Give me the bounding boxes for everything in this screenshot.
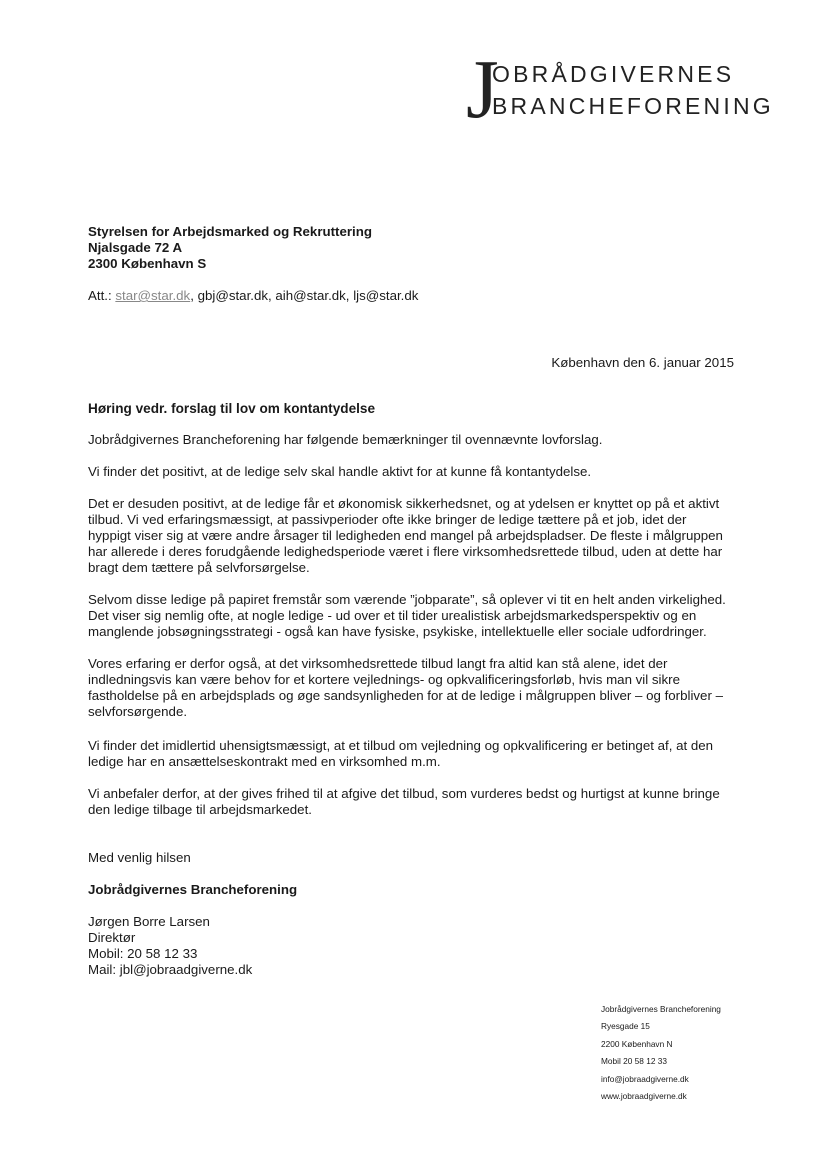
att-line xyxy=(88,288,418,304)
att-email-link[interactable]: star@star.dk xyxy=(115,288,191,303)
paragraph-3 xyxy=(88,496,738,576)
paragraph-4-line: manglende jobsøgningsstrategi - også kan have fysiske, psykiske, intellektuelle eller sociale udfordringer. xyxy=(88,624,707,639)
footer-organization: Jobrådgivernes Brancheforening xyxy=(601,1004,721,1014)
signer-mail: Mail: jbl@jobraadgiverne.dk xyxy=(88,962,253,977)
recipient-street: Njalsgade 72 A xyxy=(88,240,183,255)
paragraph-7-line: Vi anbefaler derfor, at der gives frihed til at afgive det tilbud, som vurderes bedst og hurtigst at kunne bringe xyxy=(88,786,720,801)
closing-greeting: Med venlig hilsen xyxy=(88,850,191,865)
footer-phone: Mobil 20 58 12 33 xyxy=(601,1056,667,1067)
paragraph-3-line: bragt dem tættere på selvforsørgelse. xyxy=(88,560,310,575)
footer-email: info@jobraadgiverne.dk xyxy=(601,1073,689,1084)
footer-address: Ryesgade 15 xyxy=(601,1021,650,1032)
paragraph-3-line: Det er desuden positivt, at de ledige får et økonomisk sikkerhedsnet, og at ydelsen er knyttet op på et aktivt xyxy=(88,496,720,511)
paragraph-4-line: Selvom disse ledige på papiret fremstår som værende ”jobparate”, så oplever vi tit en helt anden virkelighed. xyxy=(88,592,726,607)
organization-signature: Jobrådgivernes Brancheforening xyxy=(88,882,298,897)
letter-date: København den 6. januar 2015 xyxy=(551,355,734,370)
footer-postal-city: 2200 København N xyxy=(601,1038,673,1049)
recipient-city: 2300 København S xyxy=(88,256,207,271)
paragraph-5-line: indledningsvis kan være behov for et kortere vejlednings- og opkvalificeringsforløb, hvis man vil sikre xyxy=(88,672,680,687)
paragraph-5 xyxy=(88,656,738,720)
att-label: Att.: xyxy=(88,288,112,303)
signer-mobile: Mobil: 20 58 12 33 xyxy=(88,946,198,961)
paragraph-6 xyxy=(88,738,738,770)
paragraph-2: Vi finder det positivt, at de ledige selv skal handle aktivt for at kunne få kontantydelse. xyxy=(88,464,592,479)
signer-name: Jørgen Borre Larsen xyxy=(88,914,210,929)
recipient-name: Styrelsen for Arbejdsmarked og Rekruttering xyxy=(88,224,372,239)
paragraph-6-line: Vi finder det imidlertid uhensigtsmæssigt, at et tilbud om vejledning og opkvalificering er betinget af, at den xyxy=(88,738,714,753)
paragraph-5-line: Vores erfaring er derfor også, at det virksomhedsrettede tilbud langt fra altid kan stå alene, idet der xyxy=(88,656,668,671)
logo-initial: J xyxy=(466,43,499,136)
att-other-emails: , gbj@star.dk, aih@star.dk, ljs@star.dk xyxy=(190,288,419,303)
footer-contact-block xyxy=(601,1001,721,1105)
paragraph-3-line: tilbud. Vi ved erfaringsmæssigt, at passivperioder ofte ikke bringer de ledige tættere på et job, idet der xyxy=(88,512,687,527)
paragraph-4-line: Det viser sig nemlig ofte, at nogle ledige - ud over et til tider urealistisk arbejdsmarkedsperspektiv og en xyxy=(88,608,697,623)
letter-subject: Høring vedr. forslag til lov om kontantydelse xyxy=(88,401,376,416)
paragraph-6-line: ledige har en ansættelseskontrakt med en virksomhed m.m. xyxy=(88,754,441,769)
signer-title: Direktør xyxy=(88,930,136,945)
paragraph-4 xyxy=(88,592,738,640)
paragraph-3-line: hyppigt viser sig at være andre årsager til ledigheden end mangel på arbejdspladser. De fleste i målgruppen xyxy=(88,528,723,543)
paragraph-3-line: har allerede i deres forudgående ledighedsperiode været i flere virksomhedsrettede tilbud, uden at dette har xyxy=(88,544,723,559)
footer-website: www.jobraadgiverne.dk xyxy=(601,1091,687,1102)
paragraph-1: Jobrådgivernes Brancheforening har følgende bemærkninger til ovennævnte lovforslag. xyxy=(88,432,603,447)
logo-line-1: OBRÅDGIVERNES xyxy=(492,61,735,87)
paragraph-7 xyxy=(88,786,738,818)
organization-logo xyxy=(466,43,774,136)
paragraph-7-line: den ledige tilbage til arbejdsmarkedet. xyxy=(88,802,312,817)
paragraph-5-line: selvforsørgende. xyxy=(88,704,188,719)
paragraph-5-line: fastholdelse på en arbejdsplads og øge sandsynligheden for at de ledige i målgruppen bliver – og forbliver – xyxy=(88,688,723,703)
logo-line-2: BRANCHEFORENING xyxy=(492,93,774,119)
